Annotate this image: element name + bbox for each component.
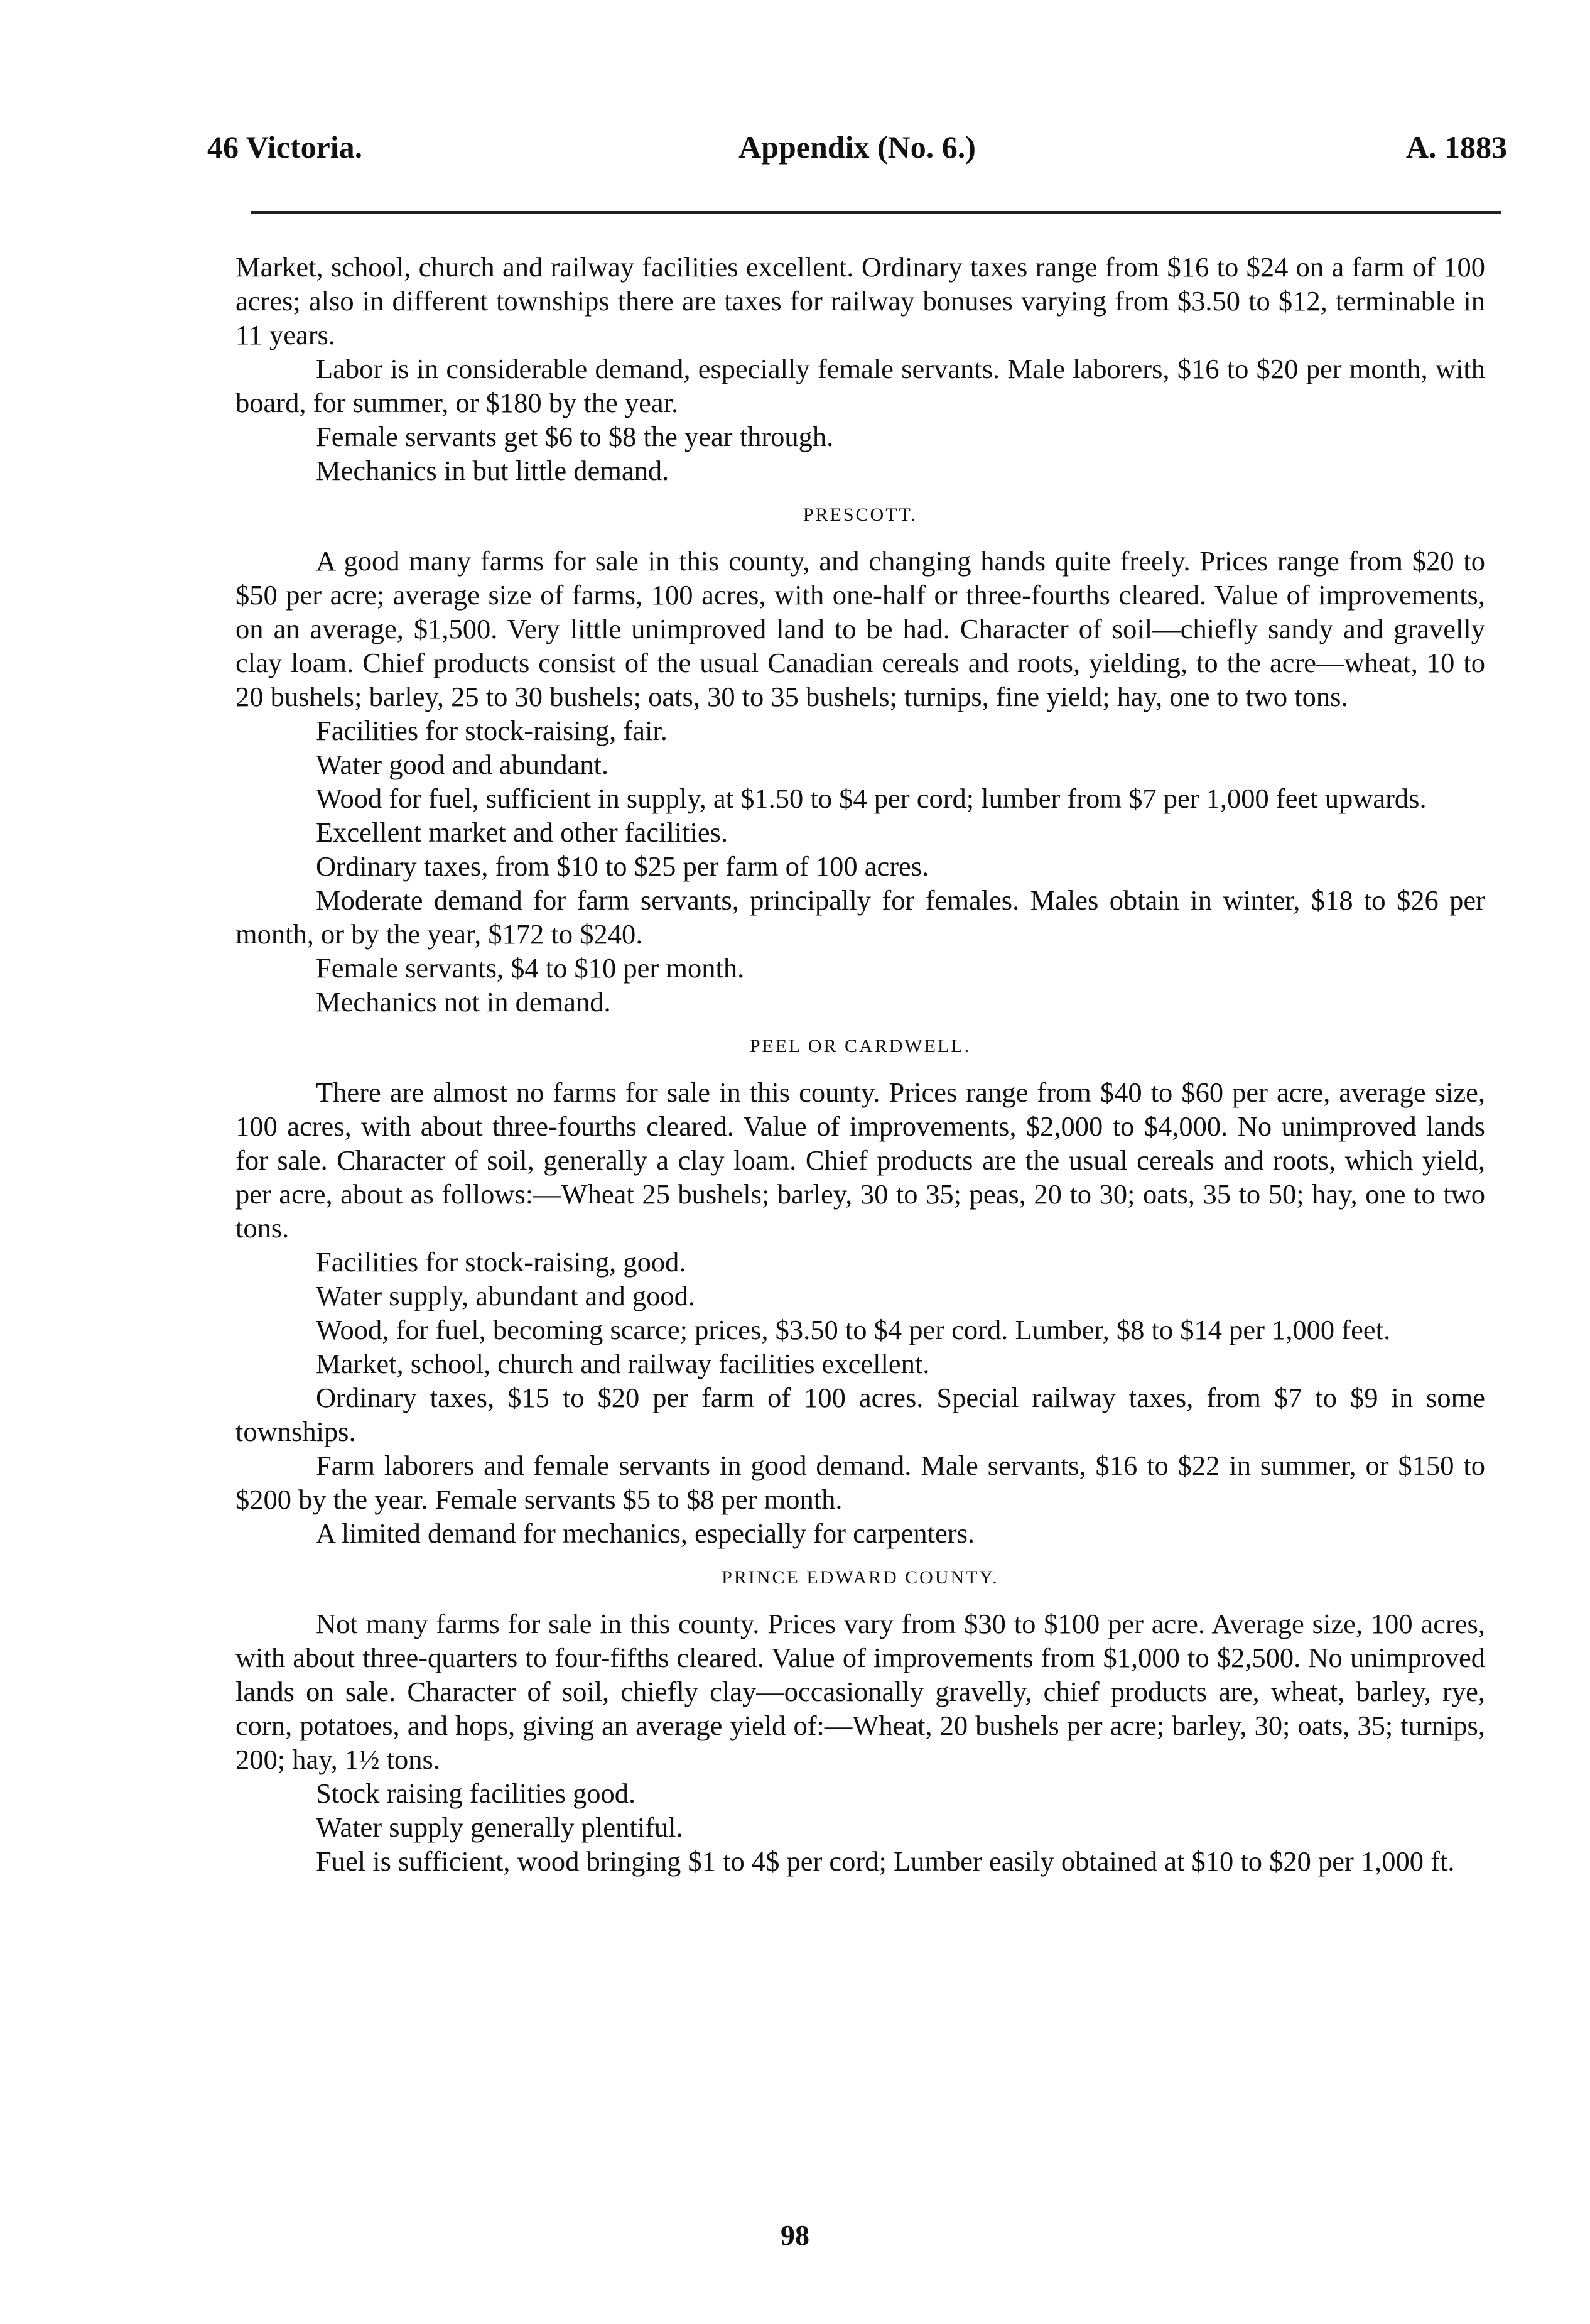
section-paragraph: Facilities for stock-raising, fair.: [316, 715, 668, 746]
section-paragraph: Female servants, $4 to $10 per month.: [316, 952, 745, 984]
section-paragraph: Wood, for fuel, becoming scarce; prices, $3.50 to $4 per cord. Lumber, $8 to $14 per 1,000 feet.: [316, 1314, 1391, 1345]
section-paragraph: A limited demand for mechanics, especially for carpenters.: [316, 1518, 975, 1549]
section-paragraph: Facilities for stock-raising, good.: [316, 1246, 686, 1278]
body-text: [235, 250, 1485, 1878]
section-title-peel-or-cardwell: PEEL OR CARDWELL.: [749, 1036, 971, 1056]
running-header: [207, 129, 1507, 173]
section-paragraph: Fuel is sufficient, wood bringing $1 to 4$ per cord; Lumber easily obtained at $10 to $20 per 1,000 ft.: [316, 1845, 1455, 1877]
section-paragraph: Not many farms for sale in this county. Prices vary from $30 to $100 per acre. Average size, 100 acres, with about three-quarters to four-fifths cleared. Value of improvements from $1,000 to $2,500. No unimproved lands on sale. Character of soil, chiefly clay—occasionally gravelly, chief products are, wheat, barley, rye, corn, potatoes, and hops, giving an average yield of:—Wheat, 20 bushels per acre; barley, 30; oats, 35; turnips, 200; hay, 1½ tons.: [235, 1608, 1485, 1775]
section-paragraph: Moderate demand for farm servants, principally for females. Males obtain in winter, $18 to $26 per month, or by the year, $172 to $240.: [235, 884, 1485, 950]
intro-paragraph: Female servants get $6 to $8 the year through.: [316, 421, 834, 452]
section-paragraph: Mechanics not in demand.: [316, 986, 611, 1018]
intro-paragraph: Mechanics in but little demand.: [316, 455, 669, 486]
section-paragraph: Ordinary taxes, $15 to $20 per farm of 100 acres. Special railway taxes, from $7 to $9 in some townships.: [235, 1382, 1485, 1447]
section-paragraph: Water supply, abundant and good.: [316, 1280, 696, 1311]
section-paragraph: A good many farms for sale in this county, and changing hands quite freely. Prices range from $20 to $50 per acre; average size of farms, 100 acres, with one-half or three-fourths cleared. Value of improvements, on an average, $1,500. Very little unimproved land to be had. Character of soil—chiefly sandy and gravelly clay loam. Chief products consist of the usual Canadian cereals and roots, yielding, to the acre—wheat, 10 to 20 bushels; barley, 25 to 30 bushels; oats, 30 to 35 bushels; turnips, fine yield; hay, one to two tons.: [235, 545, 1485, 712]
section-paragraph: Farm laborers and female servants in good demand. Male servants, $16 to $22 in summer, or $150 to $200 by the year. Female servants $5 to $8 per month.: [235, 1450, 1485, 1515]
section-paragraph: Water good and abundant.: [316, 749, 608, 780]
section-paragraph: There are almost no farms for sale in this county. Prices range from $40 to $60 per acre, average size, 100 acres, with about three-fourths cleared. Value of improvements, $2,000 to $4,000. No unimproved lands for sale. Character of soil, generally a clay loam. Chief products are the usual cereals and roots, which yield, per acre, about as follows:—Wheat 25 bushels; barley, 30 to 35; peas, 20 to 30; oats, 35 to 50; hay, one to two tons.: [235, 1077, 1485, 1244]
section-paragraph: Wood for fuel, sufficient in supply, at $1.50 to $4 per cord; lumber from $7 per 1,000 feet upwards.: [316, 783, 1427, 814]
header-rule: [251, 211, 1501, 214]
section-paragraph: Market, school, church and railway facilities excellent.: [316, 1348, 930, 1379]
intro-paragraph: Market, school, church and railway facilities excellent. Ordinary taxes range from $16 to $24 on a farm of 100 acres; also in different townships there are taxes for railway bonuses varying from $3.50 to $12, terminable in 11 years.: [235, 251, 1485, 350]
section-paragraph: Excellent market and other facilities.: [316, 817, 728, 848]
header-volume: 46 Victoria.: [207, 129, 363, 165]
page-number: 98: [781, 2219, 809, 2251]
intro-paragraph: Labor is in considerable demand, especially female servants. Male laborers, $16 to $20 per month, with board, for summer, or $180 by the year.: [235, 353, 1485, 418]
section-paragraph: Stock raising facilities good.: [316, 1778, 636, 1809]
header-year: A. 1883: [1405, 129, 1507, 165]
header-appendix: Appendix (No. 6.): [738, 129, 976, 165]
section-title-prince-edward-county: PRINCE EDWARD COUNTY.: [722, 1567, 999, 1588]
section-paragraph: Ordinary taxes, from $10 to $25 per farm of 100 acres.: [316, 850, 929, 882]
section-paragraph: Water supply generally plentiful.: [316, 1811, 683, 1843]
section-title-prescott: PRESCOTT.: [803, 504, 918, 525]
